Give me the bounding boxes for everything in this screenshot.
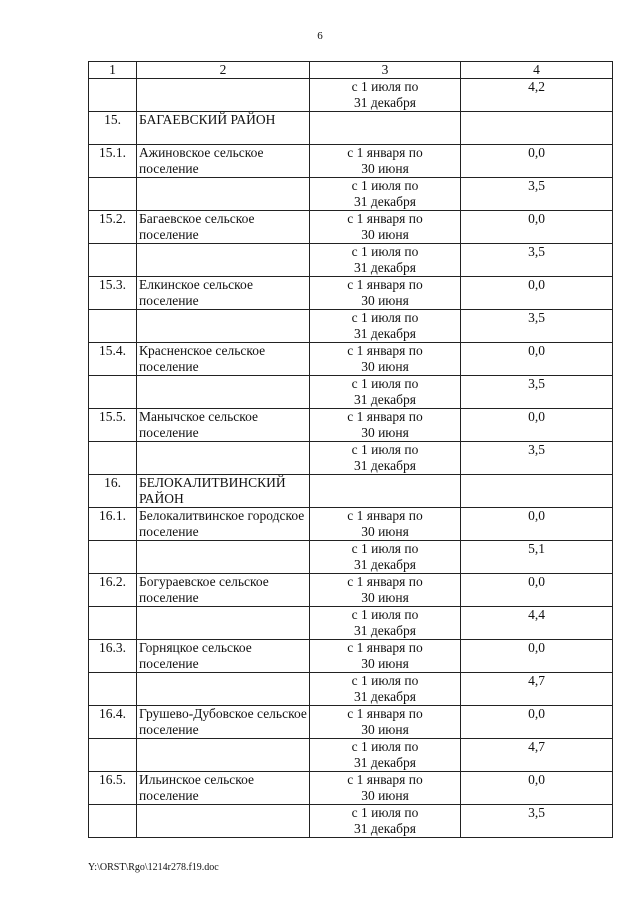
rate-value: 3,5 (461, 376, 613, 409)
rate-value: 0,0 (461, 145, 613, 178)
period-line: с 1 июля по (351, 805, 419, 820)
period-line: с 1 января по (347, 409, 423, 424)
settlement-name (137, 178, 310, 211)
settlement-name: Ажиновское сельское поселение (137, 145, 310, 178)
row-number: 16.4. (89, 706, 137, 739)
rate-value (461, 112, 613, 145)
row-number (89, 541, 137, 574)
rate-value: 3,5 (461, 178, 613, 211)
table-row (89, 211, 613, 244)
settlement-name: БАГАЕВСКИЙ РАЙОН (137, 112, 310, 145)
period-line: с 1 января по (347, 574, 423, 589)
period-line: с 1 июля по (351, 310, 419, 325)
period-line: с 1 июля по (351, 79, 419, 94)
page-number: 6 (317, 30, 323, 42)
rate-value: 0,0 (461, 772, 613, 805)
table-row (89, 475, 613, 508)
period-line: 30 июня (361, 722, 409, 737)
table-header-row (89, 62, 613, 79)
rate-value: 0,0 (461, 343, 613, 376)
period-cell (310, 541, 461, 574)
period-line: 30 июня (361, 425, 409, 440)
rate-value: 4,7 (461, 673, 613, 706)
period-cell (310, 178, 461, 211)
period-line: 31 декабря (354, 689, 416, 704)
row-number: 15.1. (89, 145, 137, 178)
rate-value: 4,4 (461, 607, 613, 640)
period-line: с 1 июля по (351, 178, 419, 193)
rate-value (461, 475, 613, 508)
period-line: с 1 января по (347, 640, 423, 655)
period-line: с 1 января по (347, 772, 423, 787)
period-line: 31 декабря (354, 95, 416, 110)
row-number: 15.2. (89, 211, 137, 244)
row-number: 16.1. (89, 508, 137, 541)
settlement-name (137, 739, 310, 772)
period-line: с 1 июля по (351, 673, 419, 688)
period-line: 31 декабря (354, 326, 416, 341)
period-cell (310, 145, 461, 178)
period-line: 31 декабря (354, 458, 416, 473)
rate-value: 3,5 (461, 805, 613, 838)
period-line: 31 декабря (354, 194, 416, 209)
period-line: с 1 июля по (351, 244, 419, 259)
period-cell (310, 640, 461, 673)
column-header: 3 (310, 62, 461, 79)
settlement-name: Белокалитвинское городское поселение (137, 508, 310, 541)
row-number (89, 805, 137, 838)
period-line: 30 июня (361, 788, 409, 803)
period-line: 31 декабря (354, 755, 416, 770)
row-number (89, 79, 137, 112)
row-number: 16. (89, 475, 137, 508)
settlement-name (137, 376, 310, 409)
period-cell (310, 376, 461, 409)
column-header: 1 (89, 62, 137, 79)
row-number (89, 178, 137, 211)
period-cell (310, 772, 461, 805)
table-row (89, 310, 613, 343)
row-number: 15.3. (89, 277, 137, 310)
table-row (89, 739, 613, 772)
period-cell (310, 112, 461, 145)
period-cell (310, 706, 461, 739)
table-row (89, 409, 613, 442)
rate-value: 0,0 (461, 640, 613, 673)
period-line: 31 декабря (354, 623, 416, 638)
period-line: 30 июня (361, 293, 409, 308)
period-cell (310, 244, 461, 277)
period-cell (310, 343, 461, 376)
period-line: с 1 января по (347, 706, 423, 721)
rate-value: 4,7 (461, 739, 613, 772)
period-cell (310, 277, 461, 310)
settlement-name: Елкинское сельское поселение (137, 277, 310, 310)
period-line: с 1 января по (347, 277, 423, 292)
settlement-name: Богураевское сельское поселение (137, 574, 310, 607)
period-line: с 1 января по (347, 211, 423, 226)
table-row (89, 277, 613, 310)
settlement-name: Багаевское сельское поселение (137, 211, 310, 244)
period-cell (310, 79, 461, 112)
table-row (89, 640, 613, 673)
settlement-name (137, 607, 310, 640)
table-row (89, 178, 613, 211)
rate-value: 3,5 (461, 244, 613, 277)
period-line: с 1 июля по (351, 739, 419, 754)
period-cell (310, 739, 461, 772)
row-number: 15. (89, 112, 137, 145)
table-row (89, 706, 613, 739)
table-row (89, 112, 613, 145)
table-row (89, 79, 613, 112)
row-number (89, 607, 137, 640)
rate-value: 4,2 (461, 79, 613, 112)
settlement-name: Грушево-Дубовское сельское поселение (137, 706, 310, 739)
row-number (89, 442, 137, 475)
table-row (89, 376, 613, 409)
table-row (89, 343, 613, 376)
column-header: 4 (461, 62, 613, 79)
period-cell (310, 211, 461, 244)
settlement-name (137, 805, 310, 838)
settlement-name (137, 442, 310, 475)
period-line: 30 июня (361, 227, 409, 242)
row-number (89, 310, 137, 343)
row-number (89, 739, 137, 772)
rate-value: 0,0 (461, 706, 613, 739)
period-line: с 1 января по (347, 508, 423, 523)
period-cell (310, 475, 461, 508)
period-line: с 1 июля по (351, 541, 419, 556)
settlement-name (137, 673, 310, 706)
period-cell (310, 574, 461, 607)
period-line: 31 декабря (354, 821, 416, 836)
row-number: 15.5. (89, 409, 137, 442)
rate-value: 0,0 (461, 277, 613, 310)
settlement-name (137, 79, 310, 112)
settlement-name (137, 310, 310, 343)
period-cell (310, 508, 461, 541)
period-cell (310, 805, 461, 838)
settlement-name (137, 244, 310, 277)
period-line: 30 июня (361, 359, 409, 374)
settlement-name (137, 541, 310, 574)
row-number: 15.4. (89, 343, 137, 376)
rate-value: 0,0 (461, 211, 613, 244)
table-row (89, 574, 613, 607)
table-row (89, 244, 613, 277)
settlement-name: Горняцкое сельское поселение (137, 640, 310, 673)
settlement-name: Ильинское сельское поселение (137, 772, 310, 805)
row-number (89, 673, 137, 706)
table-row (89, 772, 613, 805)
rate-value: 3,5 (461, 310, 613, 343)
rate-value: 5,1 (461, 541, 613, 574)
tariff-table (88, 61, 613, 838)
period-line: с 1 января по (347, 145, 423, 160)
period-line: с 1 июля по (351, 442, 419, 457)
period-cell (310, 409, 461, 442)
footer-file-path: Y:\ORST\Rgo\1214r278.f19.doc (88, 862, 219, 873)
column-header: 2 (137, 62, 310, 79)
row-number (89, 244, 137, 277)
row-number: 16.5. (89, 772, 137, 805)
row-number: 16.2. (89, 574, 137, 607)
period-line: с 1 января по (347, 343, 423, 358)
table-row (89, 442, 613, 475)
table-row (89, 607, 613, 640)
table-row (89, 805, 613, 838)
period-line: 30 июня (361, 590, 409, 605)
period-cell (310, 310, 461, 343)
period-line: 30 июня (361, 524, 409, 539)
period-line: 31 декабря (354, 557, 416, 572)
settlement-name: Манычское сельское поселение (137, 409, 310, 442)
settlement-name: БЕЛОКАЛИТВИНСКИЙ РАЙОН (137, 475, 310, 508)
period-line: 30 июня (361, 161, 409, 176)
table-row (89, 673, 613, 706)
rate-value: 0,0 (461, 508, 613, 541)
period-line: с 1 июля по (351, 607, 419, 622)
rate-value: 0,0 (461, 409, 613, 442)
period-cell (310, 607, 461, 640)
period-line: с 1 июля по (351, 376, 419, 391)
rate-value: 3,5 (461, 442, 613, 475)
table-row (89, 145, 613, 178)
period-line: 31 декабря (354, 260, 416, 275)
row-number: 16.3. (89, 640, 137, 673)
period-cell (310, 673, 461, 706)
period-line: 31 декабря (354, 392, 416, 407)
period-cell (310, 442, 461, 475)
settlement-name: Красненское сельское поселение (137, 343, 310, 376)
period-line: 30 июня (361, 656, 409, 671)
row-number (89, 376, 137, 409)
rate-value: 0,0 (461, 574, 613, 607)
table-row (89, 508, 613, 541)
table-row (89, 541, 613, 574)
